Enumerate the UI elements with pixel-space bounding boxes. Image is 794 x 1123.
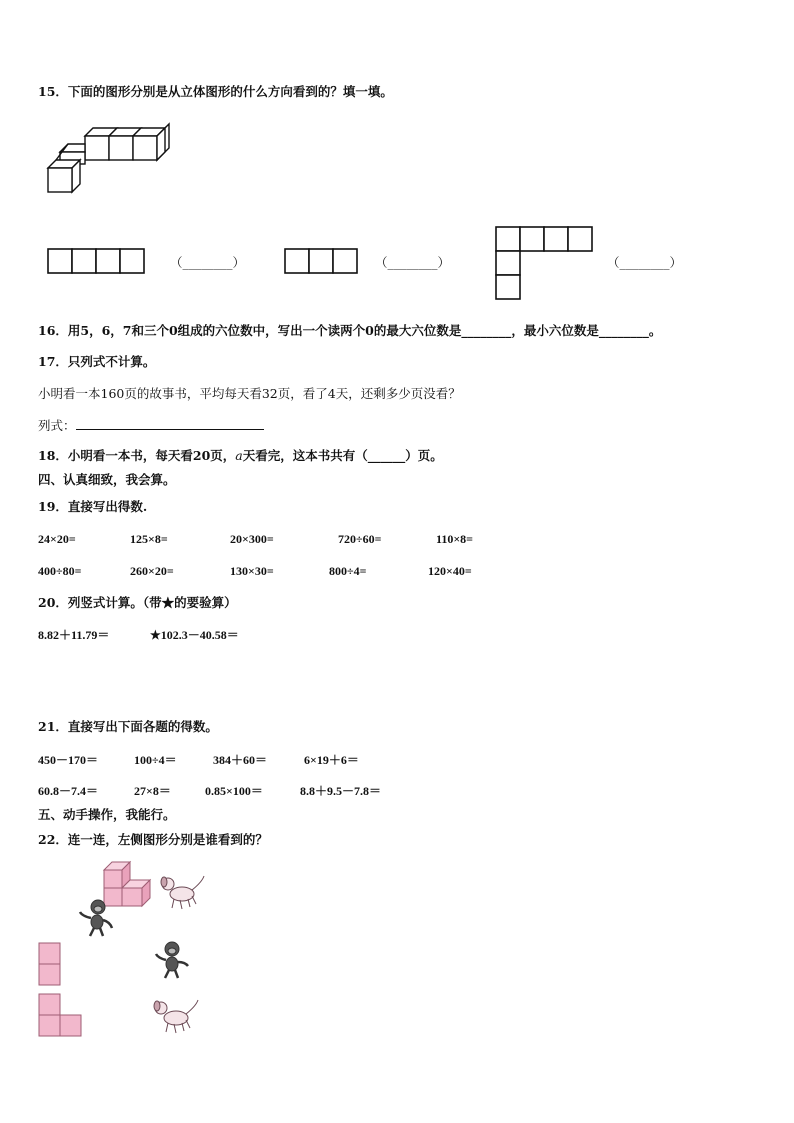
section-5-heading: 五、动手操作，我能行。 xyxy=(38,807,176,822)
q18-text xyxy=(38,448,443,464)
q17-title: 17．只列式不计算。 xyxy=(38,354,156,369)
q21-item: 60.8－7.4＝ xyxy=(38,784,99,798)
q15-text: 15．下面的图形分别是从立体图形的什么方向看到的？填一填。 xyxy=(38,84,393,99)
q19-title: 19．直接写出得数. xyxy=(38,499,148,514)
two-squares-column-figure xyxy=(38,942,62,988)
q20-item: ★102.3－40.58＝ xyxy=(150,628,239,642)
q18-text-before: 18．小明看一本书，每天看20页， xyxy=(38,448,236,463)
q21-item: 8.8＋9.5－7.8＝ xyxy=(300,784,382,798)
dog-icon xyxy=(158,872,208,912)
q17-problem: 小明看一本160页的故事书，平均每天看32页，看了4天，还剩多少页没看？ xyxy=(38,386,461,401)
q21-item: 6×19＋6＝ xyxy=(304,753,359,767)
q19-item: 260×20= xyxy=(130,564,174,578)
section-4-heading: 四、认真细致，我会算。 xyxy=(38,472,176,487)
q19-item: 800÷4= xyxy=(329,564,367,578)
l-shaped-pink-squares-figure xyxy=(38,993,84,1037)
l-shaped-cube-stack-figure xyxy=(40,128,180,198)
q22-title: 22．连一连，左侧图形分别是谁看到的？ xyxy=(38,832,268,847)
dog-icon xyxy=(150,996,202,1036)
q20-title: 20．列竖式计算。（带★的要验算） xyxy=(38,595,237,610)
q19-item: 24×20= xyxy=(38,532,76,546)
q16-text: 16．用5，6，7和三个0组成的六位数中，写出一个读两个0的最大六位数是________，最小六位数是________。 xyxy=(38,323,662,338)
q17-formula-row xyxy=(38,417,264,434)
three-squares-row-figure xyxy=(284,248,360,274)
q21-item: 100÷4＝ xyxy=(134,753,177,767)
four-squares-row-figure xyxy=(47,248,147,274)
q18-text-after: 天看完，这本书共有（______）页。 xyxy=(242,448,443,463)
l-shaped-squares-figure xyxy=(495,226,595,302)
q15-answer-2[interactable]: （________） xyxy=(375,255,451,270)
monkey-icon xyxy=(152,940,192,980)
q19-item: 120×40= xyxy=(428,564,472,578)
q17-formula-label: 列式： xyxy=(38,418,76,433)
q19-item: 130×30= xyxy=(230,564,274,578)
q19-item: 720÷60= xyxy=(338,532,382,546)
q15-answer-3[interactable]: （________） xyxy=(607,255,683,270)
q21-item: 0.85×100＝ xyxy=(205,784,263,798)
q19-item: 110×8= xyxy=(436,532,474,546)
q19-item: 20×300= xyxy=(230,532,274,546)
q15-answer-1[interactable]: （________） xyxy=(170,255,246,270)
q19-item: 125×8= xyxy=(130,532,168,546)
q17-formula-blank[interactable] xyxy=(76,417,264,430)
q21-title: 21．直接写出下面各题的得数。 xyxy=(38,719,218,734)
monkey-icon xyxy=(76,898,116,938)
q21-item: 27×8＝ xyxy=(134,784,171,798)
q19-item: 400÷80= xyxy=(38,564,82,578)
q21-item: 384＋60＝ xyxy=(213,753,268,767)
q20-item: 8.82＋11.79＝ xyxy=(38,628,110,642)
q21-item: 450－170＝ xyxy=(38,753,99,767)
q18-variable: a xyxy=(235,448,243,463)
